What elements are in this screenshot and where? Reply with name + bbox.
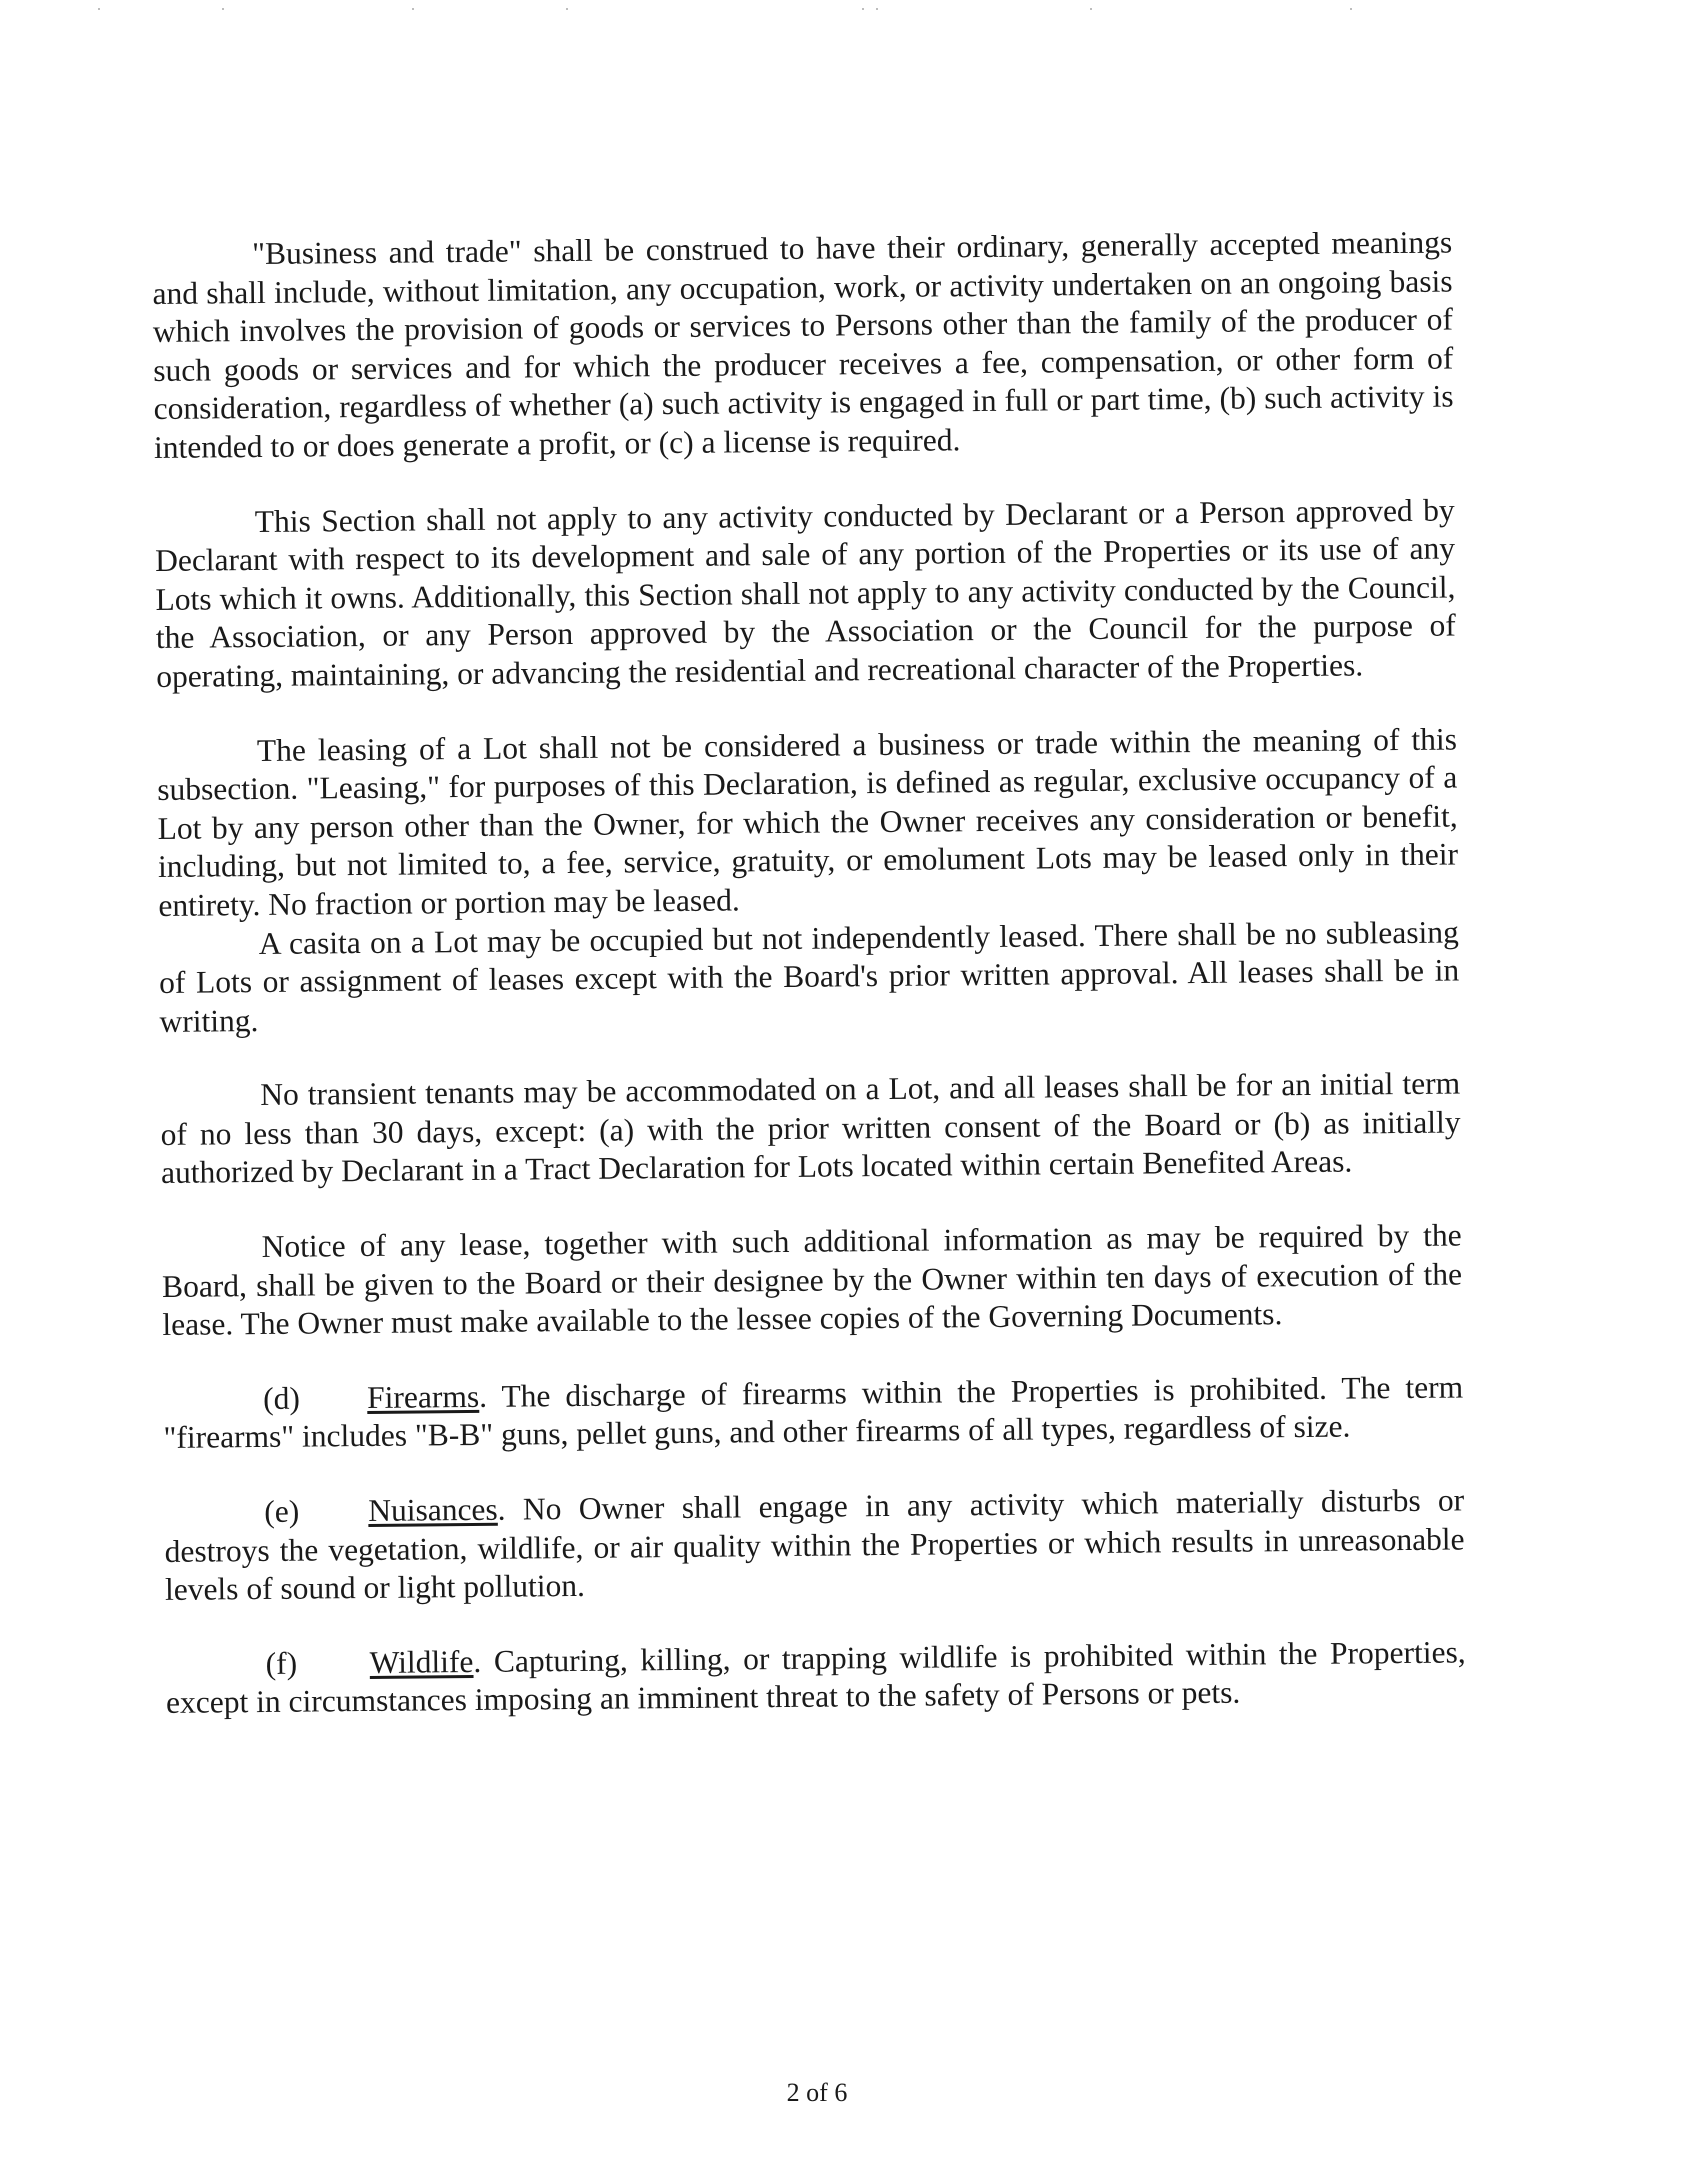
- paragraph-section-exemption: This Section shall not apply to any activity conducted by Declarant or a Person approved by Declarant with respect to its development and sale of any portion of the Properties or its use of any Lots which it owns. Additionally, this Section shall not apply to any activity conducted by the Council, the Association, or any Person approved by the Association or the Council for the purpose of operating, maintaining, or advancing the residential and recreational character of the Properties.: [154, 492, 1456, 694]
- section-wildlife: (f) Wildlife. Capturing, killing, or trapping wildlife is prohibited within the Properties, except in circumstances imposing an imminent threat to the safety of Persons or pets.: [165, 1634, 1466, 1721]
- section-number: (f): [265, 1645, 298, 1681]
- page-number: 2 of 6: [786, 2078, 848, 2107]
- section-number: (e): [264, 1493, 300, 1530]
- paragraph-business-definition: "Business and trade" shall be construed to have their ordinary, generally accepted meanings and shall include, without limitation, any occupation, work, or activity undertaken on an ongoing basis which involves the provision of goods or services to Persons other than the family of the producer of such goods or services and for which the producer receives a fee, compensation, or other form of consideration, regardless of whether (a) such activity is engaged in full or part time, (b) such activity is intended to or does generate a profit, or (c) a license is required.: [152, 224, 1454, 465]
- section-text: No Owner shall engage in any activity which materially disturbs or destroys the vegetation, wildlife, or air quality within the Properties or which results in unreasonable levels of sound or light pollution.: [164, 1482, 1465, 1608]
- paragraph-leasing-definition: The leasing of a Lot shall not be considered a business or trade within the meaning of this subsection. "Leasing," for purposes of this Declaration, is defined as regular, exclusive occupancy of a Lot by any person other than the Owner, for which the Owner receives any consideration or benefit, including, but not limited to, a fee, service, gratuity, or emolument Lots may be leased only in their entirety. No fraction or portion may be leased.: [157, 721, 1459, 923]
- section-heading: Firearms: [366, 1378, 480, 1415]
- section-heading: Nuisances: [368, 1491, 498, 1529]
- paragraph-lease-notice: Notice of any lease, together with such additional information as may be required by the Board, shall be given to the Board or their designee by the Owner within ten days of execution of the lease. The Owner must make available to the lessee copies of the Governing Documents.: [161, 1217, 1463, 1343]
- section-firearms: (d) Firearms. The discharge of firearms within the Properties is prohibited. The term "firearms" includes "B-B" guns, pellet guns, and other firearms of all types, regardless of size.: [163, 1369, 1464, 1456]
- section-text: Capturing, killing, or trapping wildlife is prohibited within the Properties, except in circumstances imposing an imminent threat to the safety of Persons or pets.: [165, 1634, 1466, 1721]
- section-number: (d): [262, 1380, 301, 1416]
- paragraph-transient-tenants: No transient tenants may be accommodated on a Lot, and all leases shall be for an initial term of no less than 30 days, except: (a) with the prior written consent of the Board or (b) as initially authorized by Declarant in a Tract Declaration for Lots located within certain Benefited Areas.: [160, 1065, 1461, 1191]
- section-nuisances: (e) Nuisances. No Owner shall engage in any activity which materially disturbs or destroys the vegetation, wildlife, or air quality within the Properties or which results in unreasonable levels of sound or light pollution.: [164, 1482, 1465, 1608]
- section-text: The discharge of firearms within the Properties is prohibited. The term "firearms" includes "B-B" guns, pellet guns, and other firearms of all types, regardless of size.: [163, 1369, 1464, 1456]
- paragraph-casita-leasing: A casita on a Lot may be occupied but not independently leased. There shall be no subleasing of Lots or assignment of leases except with the Board's prior written approval. All leases shall be in writing.: [158, 913, 1460, 1039]
- document-body: [152, 224, 1467, 1759]
- section-heading: Wildlife: [369, 1643, 474, 1680]
